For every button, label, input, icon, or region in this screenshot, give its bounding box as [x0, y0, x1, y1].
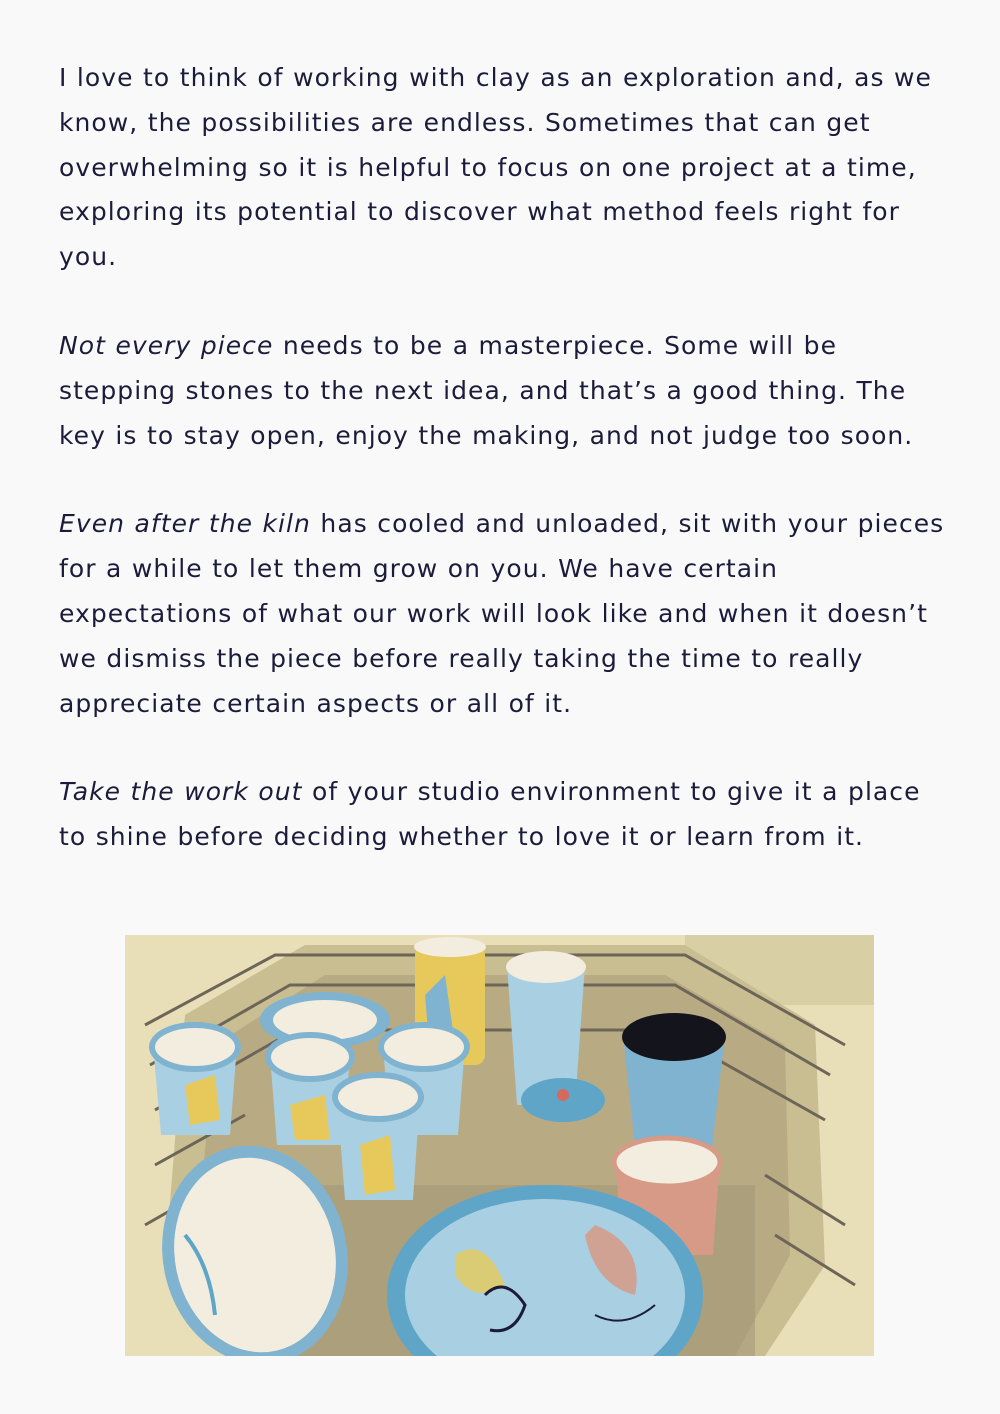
article-body — [59, 56, 949, 904]
paragraph-3-text: has cooled and unloaded, sit with your pieces for a while to let them grow on you. We have certain expectations of what our work will look like and when it doesn’t we dismiss the piece before really taking the time to really appreciate certain aspects or all of it. — [59, 509, 945, 718]
paragraph-1-text: I love to think of working with clay as an exploration and, as we know, the possibilities are endless. Sometimes that can get overwhelming so it is helpful to focus on one project at a time, exploring its potential to discover what method feels right for you. — [59, 63, 932, 272]
kiln-pottery-illustration — [125, 935, 874, 1356]
paragraph-2-text: needs to be a masterpiece. Some will be stepping stones to the next idea, and that’s a good thing. The key is to stay open, enjoy the making, and not judge too soon. — [59, 330, 914, 450]
paragraph-3-lead: Even after the kiln — [59, 509, 311, 539]
paragraph-3 — [59, 502, 949, 726]
paragraph-2 — [59, 324, 949, 458]
dark-vase-rim — [622, 1013, 726, 1061]
paragraph-4-text: of your studio environment to give it a place to shine before deciding whether to love it or learn from it. — [59, 777, 921, 852]
paragraph-4-lead: Take the work out — [59, 777, 303, 807]
paragraph-4 — [59, 770, 949, 860]
lidded-pot-knob — [557, 1089, 569, 1101]
paragraph-2-lead: Not every piece — [59, 330, 274, 360]
mug-left — [152, 1025, 238, 1135]
blue-vase-rim — [506, 951, 586, 983]
pink-mug-rim — [614, 1138, 720, 1186]
kiln-pottery-photo — [125, 935, 874, 1356]
yellow-jug-rim — [414, 937, 486, 957]
paragraph-1 — [59, 56, 949, 280]
mug-front — [335, 1075, 421, 1200]
